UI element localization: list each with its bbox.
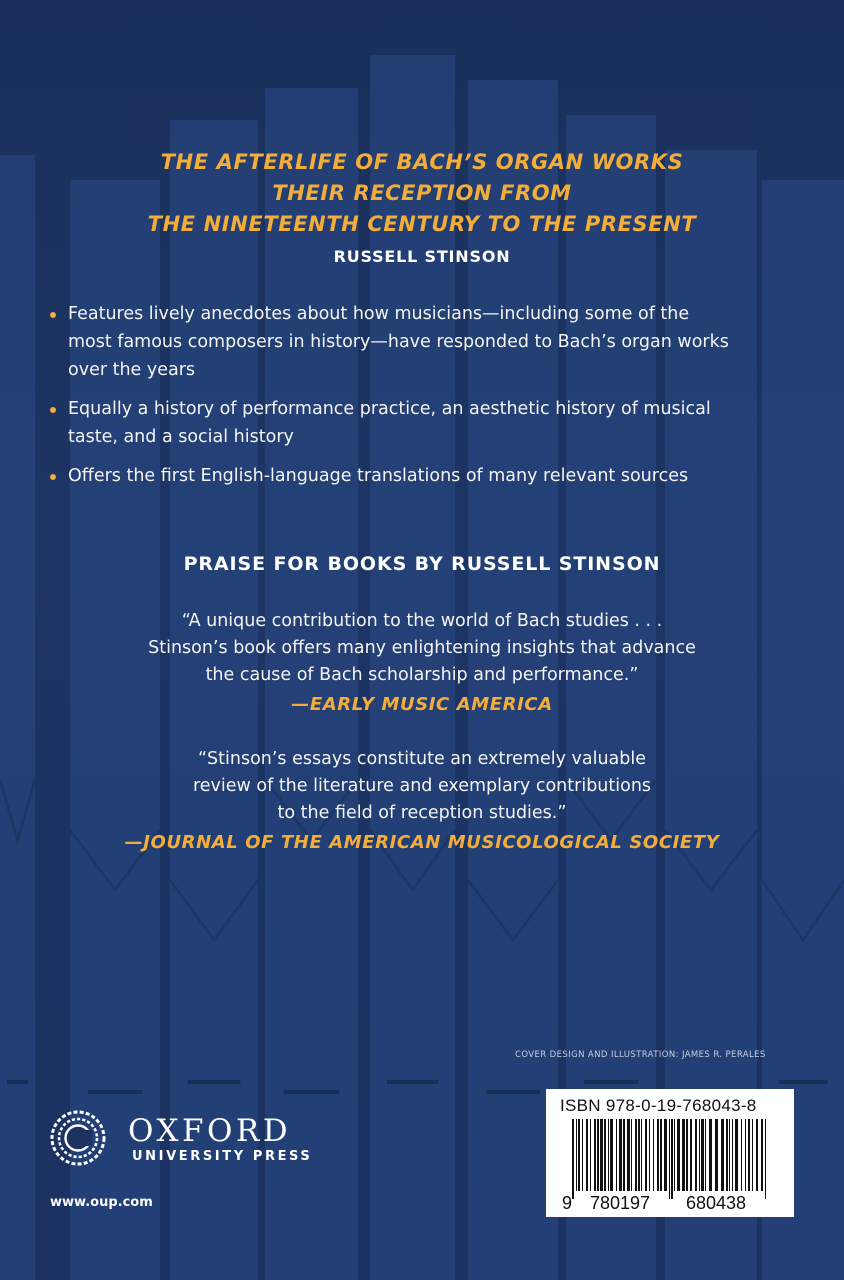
quote-source-1: —EARLY MUSIC AMERICA [291,694,553,715]
barcode-bar [669,1119,670,1199]
barcode-bar [686,1119,688,1191]
quote-line: “A unique contribution to the world of Bach studies . . . [181,611,663,631]
feature-item [48,462,808,490]
pipe-band [7,1080,28,1084]
barcode-bar [600,1119,603,1191]
barcode-bars [560,1119,778,1211]
book-author: RUSSELL STINSON [333,247,511,266]
barcode-bar [715,1119,718,1191]
barcode-bar [752,1119,753,1191]
barcode-bar [576,1119,577,1191]
barcode-bar [631,1119,632,1191]
barcode-bar [660,1119,662,1191]
barcode-bar [701,1119,704,1191]
feature-line: Offers the first English-language translations of many relevant sources [68,466,689,486]
barcode-bar [705,1119,706,1191]
barcode-bar [572,1119,574,1199]
barcode-bar [726,1119,728,1191]
barcode-bar [699,1119,700,1191]
barcode-bar [608,1119,609,1191]
quote-line: “Stinson’s essays constitute an extremely valuable [197,749,647,769]
pipe-band [486,1090,540,1094]
feature-line: taste, and a social history [68,427,294,447]
praise-heading: PRAISE FOR BOOKS BY RUSSELL STINSON [183,553,661,575]
barcode-bar [623,1119,625,1191]
quote-source-2: —JOURNAL OF THE AMERICAN MUSICOLOGICAL SOCIETY [124,832,720,853]
barcode-digits: 780197 [589,1193,651,1211]
oup-logo [48,1108,348,1168]
organ-pipe [0,155,35,1280]
barcode-bar [590,1119,591,1191]
barcode-bar [761,1119,763,1191]
barcode-bar [732,1119,733,1191]
pipe-band [387,1080,438,1084]
bullet-icon [50,312,56,318]
barcode-bar [657,1119,659,1191]
barcode-bar [765,1119,766,1199]
publisher-name: OXFORD [128,1113,292,1149]
barcode-bar [586,1119,588,1191]
barcode-bar [721,1119,724,1191]
barcode-bar [594,1119,596,1191]
quote-line: the cause of Bach scholarship and performance.” [205,665,639,685]
feature-line: most famous composers in history—have responded to Bach’s organ works [68,332,729,352]
barcode-bar [582,1119,583,1191]
barcode-bar [641,1119,642,1191]
barcode-bar [682,1119,685,1191]
pipe-band [778,1080,827,1084]
feature-item [48,395,808,451]
barcode-bar [756,1119,758,1191]
bullet-icon [50,474,56,480]
barcode-bar [690,1119,692,1191]
feature-line: over the years [68,360,196,380]
publisher-subtitle: UNIVERSITY PRESS [132,1149,313,1164]
barcode-bar [597,1119,599,1191]
book-title-line-2: THEIR RECEPTION FROM [272,181,572,205]
quote-line: to the field of reception studies.” [277,803,567,823]
isbn-label: ISBN 978-0-19-768043-8 [560,1096,757,1115]
barcode-bar [709,1119,712,1191]
barcode-bar [610,1119,613,1191]
cover-design-credit: COVER DESIGN AND ILLUSTRATION: JAMES R. PERALES [515,1050,766,1060]
barcode-bar [677,1119,680,1191]
feature-item [48,300,808,384]
isbn-barcode [546,1089,794,1217]
barcode-digits: 680438 [685,1193,747,1211]
barcode-bar [635,1119,637,1191]
praise-quote-2 [0,746,844,827]
quote-line: Stinson’s book offers many enlightening insights that advance [148,638,696,658]
book-title-line-3: THE NINETEENTH CENTURY TO THE PRESENT [147,212,697,236]
feature-list [48,300,808,501]
book-title-line-1: THE AFTERLIFE OF BACH’S ORGAN WORKS [160,150,684,174]
barcode-bar [627,1119,630,1191]
barcode-bar [604,1119,606,1191]
barcode-bar [664,1119,667,1191]
praise-quote-1 [0,608,844,689]
publisher-url[interactable]: www.oup.com [50,1195,153,1210]
barcode-bar [645,1119,647,1191]
quote-line: review of the literature and exemplary contributions [192,776,652,796]
feature-line: Features lively anecdotes about how musicians—including some of the [68,304,690,324]
oup-spiral-icon [48,1108,108,1168]
barcode-bar [674,1119,675,1191]
barcode-bar [653,1119,654,1191]
barcode-digits: 9 [562,1193,573,1211]
barcode-bar [735,1119,738,1191]
bullet-icon [50,407,56,413]
barcode-bar [649,1119,650,1191]
barcode-bar [695,1119,697,1191]
barcode-bar [671,1119,673,1199]
barcode-bar [638,1119,640,1191]
pipe-band [88,1090,142,1094]
pipe-band [584,1080,638,1084]
barcode-bar [578,1119,580,1191]
barcode-bar [616,1119,617,1191]
pipe-band [284,1090,340,1094]
barcode-bar [619,1119,622,1191]
barcode-bar [741,1119,742,1191]
barcode-bar [729,1119,730,1191]
barcode-bar [748,1119,750,1191]
barcode-bar [745,1119,746,1191]
feature-line: Equally a history of performance practice, an aesthetic history of musical [68,399,711,419]
pipe-band [188,1080,241,1084]
